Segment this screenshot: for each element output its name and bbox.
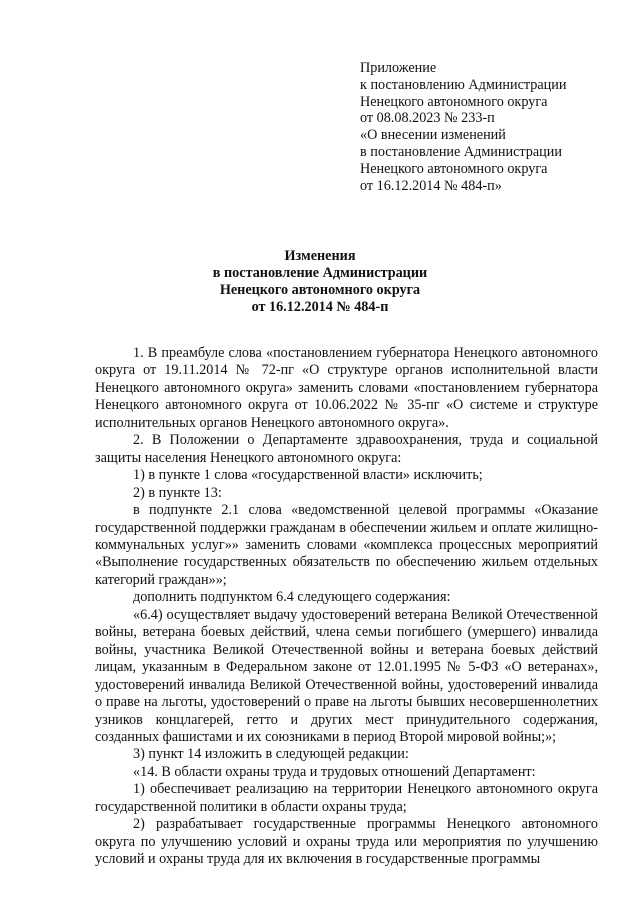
title-line: Изменения bbox=[284, 248, 356, 264]
appendix-line: «О внесении изменений bbox=[360, 127, 506, 144]
paragraph-point-14: «14. В области охраны труда и трудовых отношений Департамент: bbox=[133, 763, 536, 780]
paragraph-item-2: 2) в пункте 13: bbox=[133, 484, 222, 501]
title-line: в постановление Администрации bbox=[212, 265, 428, 281]
paragraph-preamble-change: 1. В преамбуле слова «постановлением губернатора Ненецкого автономного округа от 19.11.2014 № 72-пг «О структуре органов исполнительной власти Ненецкого автономного округа» заменить словами «постановлением губернатора Ненецкого автономного округа от 10.06.2022 № 35-пг «О системе и структуре исполнительных органов Ненецкого автономного округа». bbox=[95, 345, 598, 431]
appendix-line: в постановление Администрации bbox=[360, 143, 562, 160]
appendix-line: от 08.08.2023 № 233-п bbox=[360, 110, 495, 127]
appendix-line: от 16.12.2014 № 484-п» bbox=[360, 177, 502, 194]
document-title bbox=[0, 248, 640, 316]
appendix-line: Ненецкого автономного округа bbox=[360, 160, 548, 177]
paragraph-point-14-2: 2) разрабатывает государственные программы Ненецкого автономного округа по улучшению условий и охраны труда или мероприятия по улучшению условий и охраны труда для их включения в государственные программы bbox=[95, 816, 598, 868]
appendix-line: Ненецкого автономного округа bbox=[360, 93, 548, 110]
paragraph-point-14-1: 1) обеспечивает реализацию на территории Ненецкого автономного округа государственной политики в области охраны труда; bbox=[95, 781, 598, 815]
appendix-block bbox=[360, 60, 610, 194]
title-line: от 16.12.2014 № 484-п bbox=[251, 299, 389, 315]
paragraph-subitem-2-1: в подпункте 2.1 слова «ведомственной целевой программы «Оказание государственной поддержки гражданам в обеспечении жильем и оплате жилищно-коммунальных услуг»» заменить словами «комплекса процессных мероприятий «Выполнение государственных обязательств по обеспечению жильем отдельных категорий граждан»»; bbox=[95, 502, 598, 588]
paragraph-regulation-intro: 2. В Положении о Департаменте здравоохранения, труда и социальной защиты населения Ненецкого автономного округа: bbox=[95, 432, 598, 466]
paragraph-item-1: 1) в пункте 1 слова «государственной власти» исключить; bbox=[133, 467, 483, 484]
title-line: Ненецкого автономного округа bbox=[219, 282, 421, 298]
appendix-line: Приложение bbox=[360, 60, 437, 76]
document-body bbox=[95, 345, 598, 869]
appendix-line: к постановлению Администрации bbox=[360, 76, 567, 93]
paragraph-add-subitem: дополнить подпунктом 6.4 следующего содержания: bbox=[133, 589, 451, 606]
paragraph-item-3: 3) пункт 14 изложить в следующей редакции: bbox=[133, 746, 409, 763]
paragraph-subitem-6-4: «6.4) осуществляет выдачу удостоверений ветерана Великой Отечественной войны, ветерана боевых действий, члена семьи погибшего (умершего) инвалида войны, участника Великой Отечественной войны и ветерана боевых действий лицам, указанным в Федеральном законе от 12.01.1995 № 5-ФЗ «О ветеранах», удостоверений инвалида Великой Отечественной войны, удостоверений инвалида о праве на льготы, удостоверений о праве на льготы бывших несовершеннолетних узников концлагерей, гетто и других мест принудительного содержания, созданных фашистами и их союзниками в период Второй мировой войны;»; bbox=[95, 606, 598, 745]
